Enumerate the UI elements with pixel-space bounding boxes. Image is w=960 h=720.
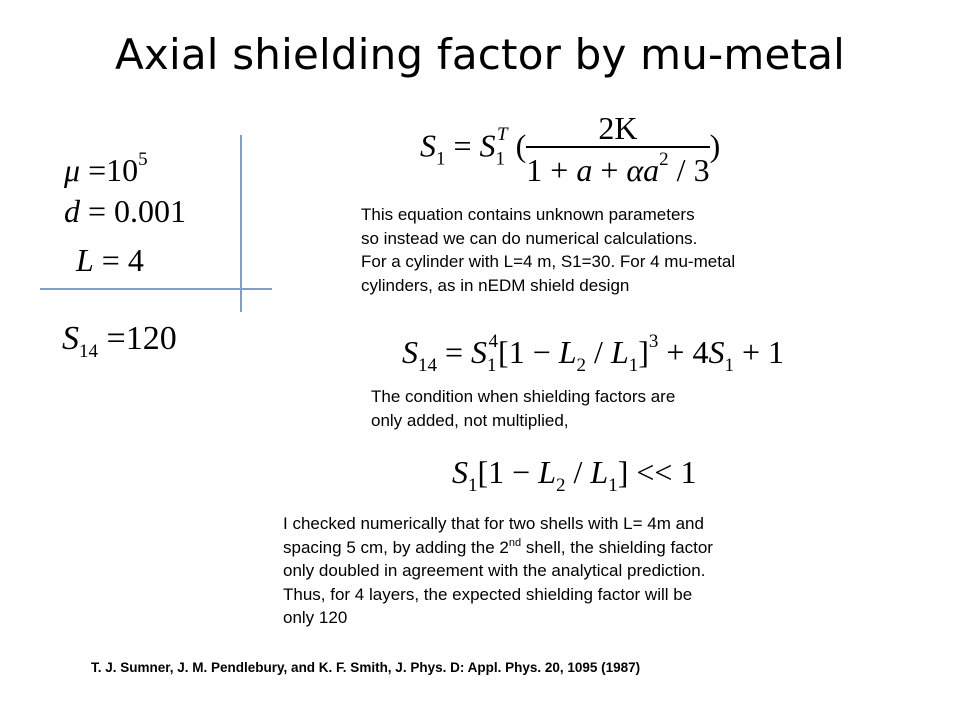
mu-equals: = — [88, 152, 107, 188]
eq3-bracket-open: [1 − — [477, 454, 539, 490]
eq1-den-alpha-a: αa — [626, 152, 660, 188]
explanation-line: only added, not multiplied, — [371, 410, 569, 430]
eq1-denominator — [526, 148, 709, 186]
eq1-den-one: 1 + — [526, 152, 577, 188]
eq2-s2-sub: 1 — [724, 355, 734, 376]
eq1-close-paren: ) — [709, 127, 721, 164]
eq1-den-over-three: / 3 — [668, 152, 710, 188]
conclusion-text: spacing 5 cm, by adding the 2 — [283, 537, 509, 557]
eq2-lhs: S — [402, 334, 418, 370]
eq3-s-sub: 1 — [468, 475, 478, 496]
mu-base: 10 — [106, 152, 139, 188]
eq2-cube: 3 — [648, 331, 659, 352]
explanation-paragraph-1 — [361, 203, 735, 297]
mu-exponent: 5 — [138, 149, 148, 170]
eq3-l2-sub: 2 — [556, 475, 566, 496]
eq1-rhs: S — [479, 127, 496, 164]
eq1-den-plus: + — [592, 152, 627, 188]
result-subscript: 14 — [79, 341, 98, 362]
slide-title: Axial shielding factor by mu-metal — [114, 30, 846, 79]
eq3-l2: L — [538, 454, 556, 490]
eq2-l1: L — [610, 334, 629, 370]
eq2-lhs-sub: 14 — [418, 355, 437, 376]
ordinal-suffix: nd — [508, 536, 522, 549]
d-equation — [64, 195, 186, 227]
eq3-bracket-close: ] — [617, 454, 629, 490]
eq1-lhs-sub: 1 — [436, 148, 446, 170]
result-equation — [62, 322, 177, 361]
eq3-l1-sub: 1 — [608, 475, 618, 496]
eq2-s: S — [471, 334, 488, 370]
explanation-line: cylinders, as in nEDM shield design — [361, 275, 630, 295]
horizontal-divider — [40, 288, 272, 290]
explanation-line: For a cylinder with L=4 m, S1=30. For 4 mu-metal — [361, 252, 736, 271]
equation-3 — [452, 456, 696, 495]
equation-1 — [420, 112, 720, 186]
d-symbol: d — [64, 193, 80, 229]
result-equals: = — [106, 320, 126, 357]
conclusion-line: I checked numerically that for two shells with L= 4m and — [283, 514, 704, 533]
eq1-lhs: S — [420, 127, 436, 164]
L-equals: = — [101, 242, 120, 278]
L-value: 4 — [127, 242, 144, 278]
eq1-rhs-sub: 1 — [495, 148, 506, 170]
eq2-equals: = — [445, 334, 464, 370]
eq1-open-paren: ( — [515, 127, 527, 164]
eq2-plus-four: + 4 — [658, 334, 709, 370]
eq1-numerator: 2K — [526, 112, 709, 148]
eq3-s: S — [452, 454, 468, 490]
d-equals: = — [88, 193, 107, 229]
L-equation — [76, 244, 144, 276]
eq2-l1-sub: 1 — [628, 355, 639, 376]
mu-symbol: μ — [64, 152, 81, 188]
eq2-slash: / — [586, 334, 611, 370]
conclusion-line: only doubled in agreement with the analytical prediction. — [283, 561, 706, 580]
mu-equation — [64, 150, 148, 186]
explanation-line: This equation contains unknown parameters — [361, 205, 695, 224]
result-S: S — [62, 320, 79, 357]
eq2-s-sup: 4 — [488, 331, 499, 352]
eq2-s2: S — [708, 334, 725, 370]
explanation-line: so instead we can do numerical calculations. — [361, 228, 698, 248]
eq1-rhs-sup: T — [497, 124, 508, 146]
eq1-den-a: a — [576, 152, 593, 188]
eq2-s-sub: 1 — [487, 355, 497, 376]
conclusion-paragraph — [283, 512, 713, 630]
conclusion-line: Thus, for 4 layers, the expected shielding factor will be — [283, 584, 693, 604]
conclusion-line — [283, 536, 713, 560]
eq2-bracket-close: ] — [638, 334, 649, 370]
eq2-l2: L — [558, 334, 577, 370]
eq2-l2-sub: 2 — [576, 355, 587, 376]
d-value: 0.001 — [114, 193, 187, 229]
result-value: 120 — [125, 320, 177, 357]
eq3-slash: / — [565, 454, 591, 490]
conclusion-text: shell, the shielding factor — [521, 537, 713, 557]
vertical-divider — [240, 135, 242, 312]
eq3-much-less-than-one: << 1 — [628, 454, 697, 490]
eq3-l1: L — [590, 454, 609, 490]
eq2-plus-one: + 1 — [733, 334, 784, 370]
L-symbol: L — [76, 242, 94, 278]
eq1-den-square: 2 — [659, 149, 669, 170]
equation-2 — [402, 332, 784, 375]
eq2-bracket-open: [1 − — [498, 334, 559, 370]
conclusion-line: only 120 — [283, 608, 348, 627]
eq1-equals: = — [453, 127, 472, 164]
citation: T. J. Sumner, J. M. Pendlebury, and K. F. Smith, J. Phys. D: Appl. Phys. 20, 1095 (1987) — [91, 660, 641, 675]
explanation-line: The condition when shielding factors are — [371, 387, 676, 406]
explanation-paragraph-2 — [371, 385, 675, 432]
eq1-fraction — [526, 112, 709, 186]
